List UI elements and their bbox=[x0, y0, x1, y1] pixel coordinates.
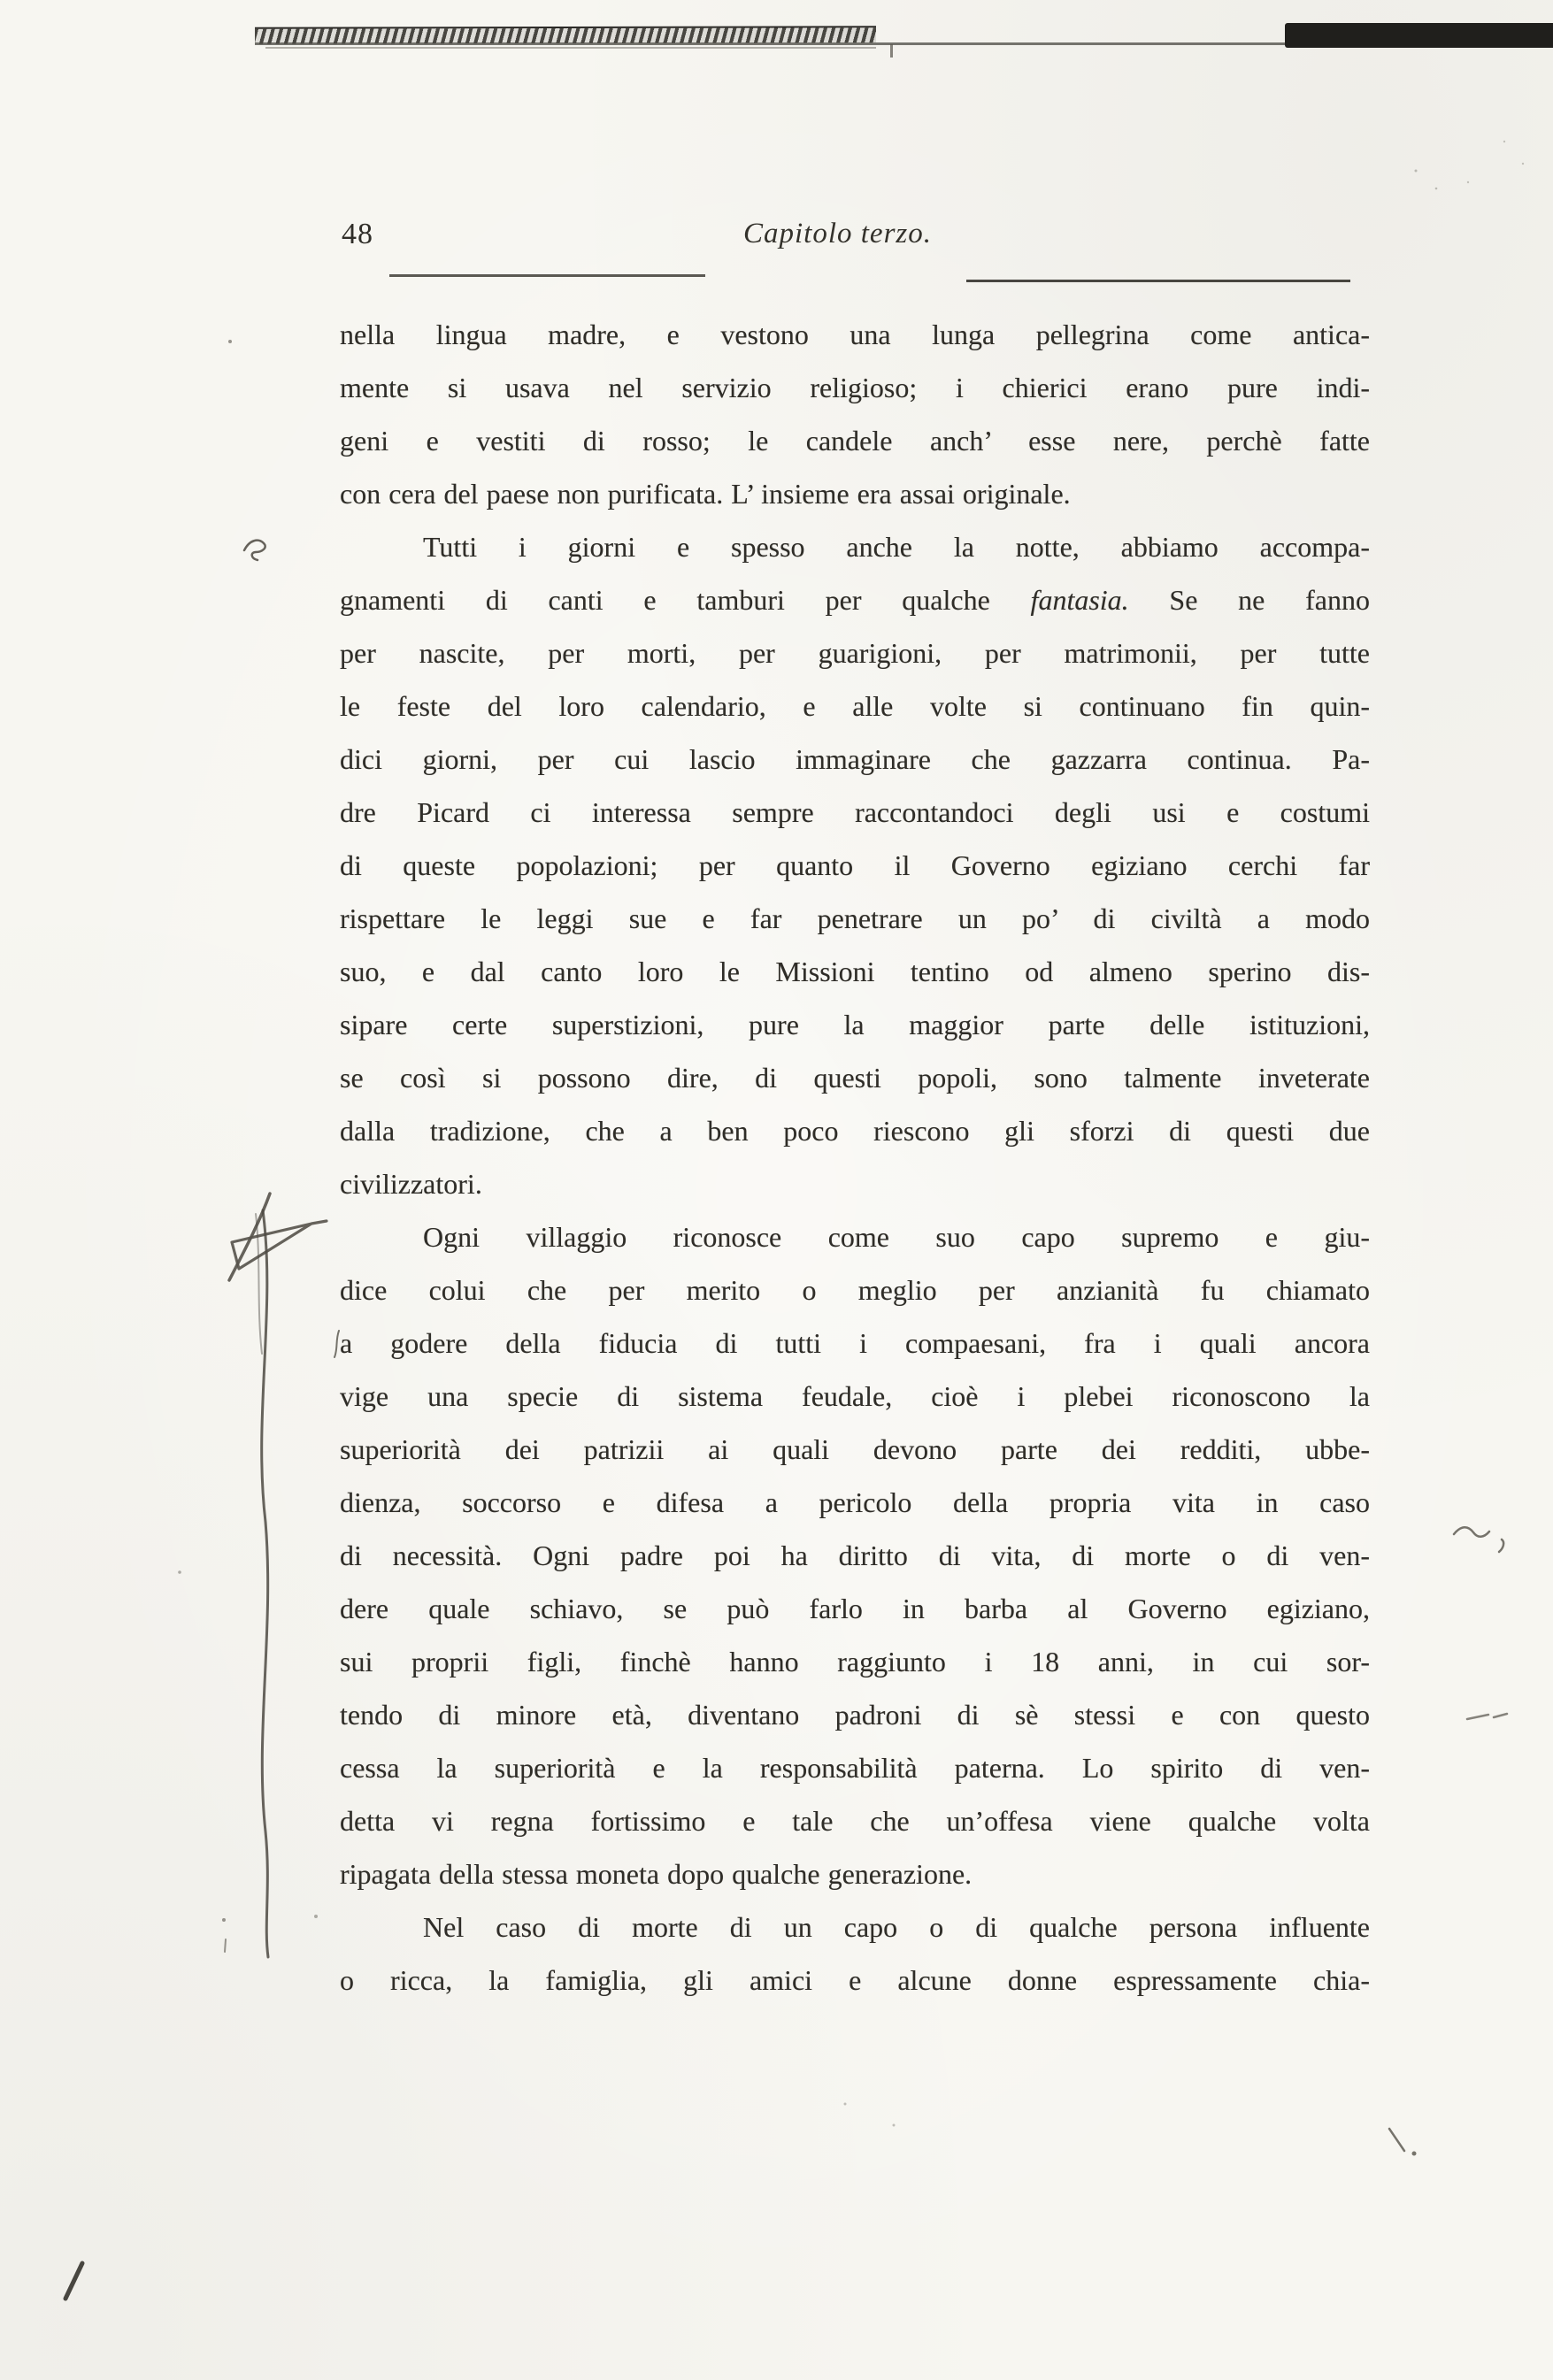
text-line: a godere della fiducia di tutti i compaesani, fra i quali ancora bbox=[340, 1327, 1370, 1359]
text-segment-italic: fantasia. bbox=[1030, 584, 1129, 616]
text-line: nella lingua madre, e vestono una lunga pellegrina come antica- bbox=[340, 319, 1370, 350]
pen-vertical-line-echo bbox=[256, 1214, 262, 1354]
pen-flag-mark-triangle bbox=[232, 1221, 327, 1269]
pen-comma bbox=[1499, 1539, 1503, 1552]
text-line: cessa la superiorità e la responsabilità paterna. Lo spirito di ven- bbox=[340, 1752, 1370, 1784]
text-line: suo, e dal canto loro le Missioni tentino od almeno sperino dis- bbox=[340, 956, 1370, 987]
text-line: di necessità. Ogni padre poi ha diritto di vita, di morte o di ven- bbox=[340, 1539, 1370, 1571]
text-line: geni e vestiti di rosso; le candele anch’ esse nere, perchè fatte bbox=[340, 425, 1370, 457]
ink-speck bbox=[222, 1918, 226, 1922]
scan-edge-band-hatch bbox=[255, 26, 876, 43]
ink-speck bbox=[844, 2103, 847, 2106]
pen-vertical-line bbox=[262, 1210, 268, 1957]
ink-speck bbox=[314, 1915, 318, 1918]
pen-backslash-dot bbox=[1389, 2129, 1404, 2151]
text-line: detta vi regna fortissimo e tale che un’offesa viene qualche volta bbox=[340, 1805, 1370, 1837]
text-line: dienza, soccorso e difesa a pericolo della propria vita in caso bbox=[340, 1486, 1370, 1518]
ink-speck bbox=[1522, 163, 1524, 165]
text-line bbox=[340, 573, 1370, 626]
pen-dashes bbox=[1467, 1714, 1507, 1719]
text-line: dere quale schiavo, se può farlo in barba al Governo egiziano, bbox=[340, 1593, 1370, 1624]
text-line: dre Picard ci interessa sempre raccontandoci degli usi e costumi bbox=[340, 796, 1370, 828]
pen-small-tick bbox=[225, 1939, 226, 1952]
ink-speck bbox=[1412, 2152, 1417, 2156]
text-line: civilizzatori. bbox=[340, 1168, 482, 1200]
ink-speck bbox=[1467, 181, 1469, 183]
text-line: dici giorni, per cui lascio immaginare che gazzarra continua. Pa- bbox=[340, 743, 1370, 775]
page-number: 48 bbox=[342, 218, 373, 250]
text-line: per nascite, per morti, per guarigioni, per matrimonii, per tutte bbox=[340, 637, 1370, 669]
text-line: sui proprii figli, finchè hanno raggiunto i 18 anni, in cui sor- bbox=[340, 1646, 1370, 1678]
ink-speck bbox=[1415, 170, 1418, 173]
text-line: Ogni villaggio riconosce come suo capo supremo e giu- bbox=[423, 1221, 1370, 1253]
ink-speck bbox=[1503, 141, 1505, 142]
text-line: di queste popolazioni; per quanto il Governo egiziano cerchi far bbox=[340, 849, 1370, 881]
pen-slash bbox=[65, 2263, 82, 2299]
ink-speck bbox=[1435, 188, 1438, 190]
text-block bbox=[340, 308, 1370, 2007]
text-segment: gnamenti di canti e tamburi per qualche bbox=[340, 584, 1031, 616]
running-header: Capitolo terzo. bbox=[743, 218, 933, 250]
text-line: ripagata della stessa moneta dopo qualche generazione. bbox=[340, 1858, 973, 1890]
text-line: se così si possono dire, di questi popoli, sono talmente inveterate bbox=[340, 1062, 1370, 1094]
pen-squiggle bbox=[244, 541, 265, 560]
header-rule-right bbox=[966, 280, 1350, 282]
scan-edge-band-solid bbox=[1285, 23, 1553, 48]
pen-flag-mark bbox=[229, 1194, 270, 1280]
text-line: tendo di minore età, diventano padroni di sè stessi e con questo bbox=[340, 1699, 1370, 1731]
text-line: rispettare le leggi sue e far penetrare un po’ di civiltà a modo bbox=[340, 902, 1370, 934]
text-line: sipare certe superstizioni, pure la maggior parte delle istituzioni, bbox=[340, 1009, 1370, 1040]
pen-wave-comma bbox=[1454, 1527, 1489, 1537]
scan-edge-band-tick bbox=[890, 44, 893, 58]
text-line: dice colui che per merito o meglio per anzianità fu chiamato bbox=[340, 1274, 1370, 1306]
text-line: Tutti i giorni e spesso anche la notte, abbiamo accompa- bbox=[423, 531, 1370, 563]
text-line: superiorità dei patrizii ai quali devono parte dei redditi, ubbe- bbox=[340, 1433, 1370, 1465]
text-line: o ricca, la famiglia, gli amici e alcune donne espressamente chia- bbox=[340, 1964, 1370, 1996]
header-rule-left bbox=[389, 274, 705, 277]
ink-speck bbox=[178, 1570, 181, 1574]
text-segment: Se ne fanno bbox=[1128, 584, 1371, 616]
pen-tick bbox=[334, 1331, 339, 1357]
text-line: mente si usava nel servizio religioso; i chierici erano pure indi- bbox=[340, 372, 1370, 403]
ink-speck bbox=[893, 2124, 896, 2127]
scan-edge-band-line bbox=[255, 42, 1295, 45]
text-line: vige una specie di sistema feudale, cioè i plebei riconoscono la bbox=[340, 1380, 1370, 1412]
ink-speck bbox=[228, 340, 232, 343]
text-line: le feste del loro calendario, e alle volte si continuano fin quin- bbox=[340, 690, 1370, 722]
text-line: dalla tradizione, che a ben poco riescono gli sforzi di questi due bbox=[340, 1115, 1370, 1147]
text-line: con cera del paese non purificata. L’ insieme era assai originale. bbox=[340, 478, 1071, 510]
text-line: Nel caso di morte di un capo o di qualche persona influente bbox=[423, 1911, 1370, 1943]
scan-edge-band-line-2 bbox=[265, 47, 876, 49]
